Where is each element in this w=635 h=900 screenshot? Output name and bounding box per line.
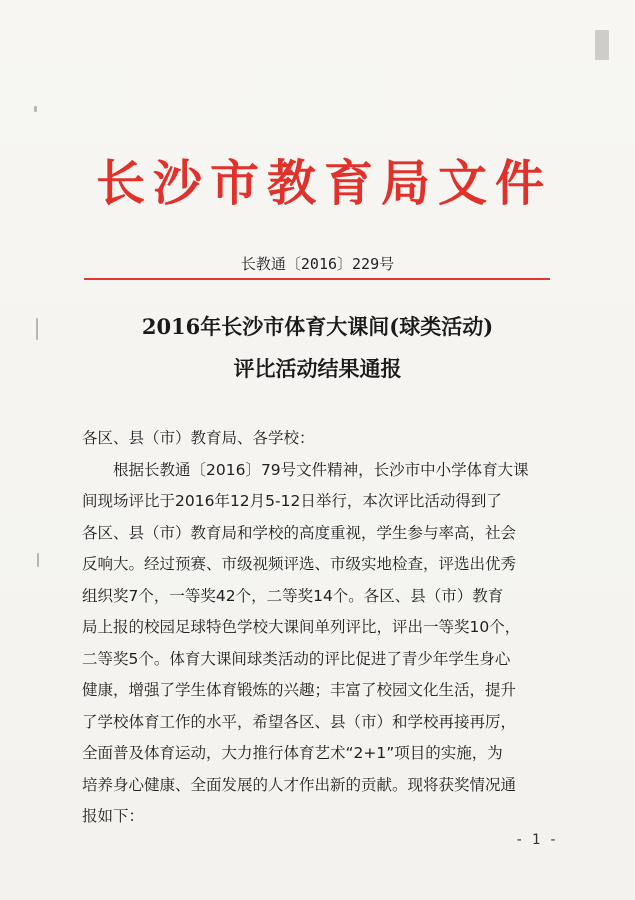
page-number: - 1 - — [515, 832, 558, 848]
scan-speck — [37, 553, 39, 567]
letterhead-title: 长沙市教育局文件 — [96, 154, 553, 212]
body-line: 培养身心健康、全面发展的人才作出新的贡献。现将获奖情况通 — [82, 775, 517, 794]
scan-speck — [34, 106, 37, 112]
body-line: 二等奖5个。体育大课间球类活动的评比促进了青少年学生身心 — [82, 649, 511, 668]
red-divider-line — [84, 278, 550, 280]
notice-title-line-2: 评比活动结果通报 — [233, 356, 402, 381]
salutation: 各区、县（市）教育局、各学校： — [82, 429, 315, 447]
body-line: 全面普及体育运动，大力推行体育艺术“2+1”项目的实施，为 — [82, 744, 503, 762]
scan-speck — [36, 318, 38, 340]
notice-title-line-1: 2016年长沙市体育大课间(球类活动) — [141, 314, 494, 339]
body-line: 各区、县（市）教育局和学校的高度重视，学生参与率高，社会 — [82, 523, 517, 542]
body-line: 间现场评比于2016年12月5-12日举行，本次评比活动得到了 — [82, 492, 502, 510]
body-line: 了学校体育工作的水平，希望各区、县（市）和学校再接再厉， — [82, 712, 517, 731]
document-number: 长教通〔2016〕229号 — [240, 255, 395, 273]
body-line: 组织奖7个，一等奖42个，二等奖14个。各区、县（市）教育 — [82, 586, 504, 605]
scan-speck — [595, 30, 609, 60]
body-line: 健康，增强了学生体育锻炼的兴趣；丰富了校园文化生活，提升 — [82, 681, 517, 699]
body-line: 局上报的校园足球特色学校大课间单列评比，评出一等奖10个， — [82, 618, 521, 636]
document-body — [82, 423, 562, 833]
body-line: 根据长教通〔2016〕79号文件精神，长沙市中小学体育大课 — [113, 460, 529, 479]
body-line: 报如下： — [82, 807, 145, 825]
body-line: 反响大。经过预赛、市级视频评选、市级实地检查，评选出优秀 — [82, 555, 517, 573]
